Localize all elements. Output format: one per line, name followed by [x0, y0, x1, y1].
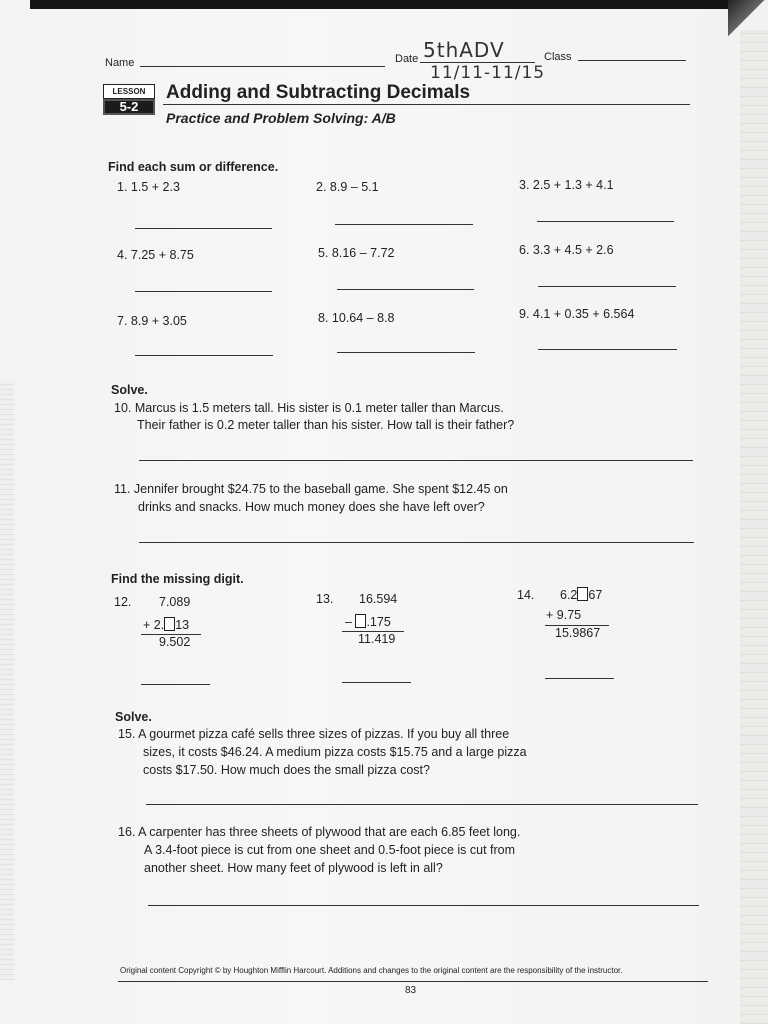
answer-line-13[interactable]: [342, 682, 411, 683]
problem-expression: 3.3 + 4.5 + 2.6: [532, 243, 614, 257]
answer-line-16[interactable]: [148, 905, 699, 906]
lesson-badge-label: LESSON: [103, 84, 155, 99]
problem-11-line-1: 11. Jennifer brought $24.75 to the baseball game. She spent $12.45 on: [114, 482, 508, 496]
lesson-badge-number: 5-2: [103, 99, 155, 115]
answer-line-4[interactable]: [135, 291, 272, 292]
problem-7: [117, 314, 187, 328]
problem-expression: 2.5 + 1.3 + 4.1: [532, 178, 614, 192]
answer-line-14[interactable]: [545, 678, 614, 679]
problem-16-line-2: A 3.4-foot piece is cut from one sheet and 0.5-foot piece is cut from: [144, 843, 516, 857]
problem-14-result: 15.9867: [555, 626, 601, 640]
problem-number: 3.: [519, 178, 530, 192]
footer-rule: [118, 981, 708, 982]
class-field[interactable]: [578, 60, 686, 61]
answer-line-6[interactable]: [538, 286, 676, 287]
section-heading-find-sum: Find each sum or difference.: [108, 160, 279, 174]
answer-line-11[interactable]: [139, 542, 694, 543]
problem-expression: 8.9 – 5.1: [329, 180, 379, 194]
problem-12-result: 9.502: [159, 635, 191, 649]
problem-14-top: [560, 587, 602, 602]
problem-4: [117, 248, 194, 262]
digits: 9.75: [556, 608, 582, 622]
section-heading-solve-1: Solve.: [111, 383, 148, 397]
problem-12-top: 7.089: [159, 595, 191, 609]
answer-line-15[interactable]: [146, 804, 698, 805]
date-handwritten-1: 5thADV: [423, 38, 505, 62]
operator: +: [143, 618, 151, 632]
problem-3: [519, 178, 614, 192]
digits: 2.: [153, 618, 165, 632]
problem-number: 4.: [117, 248, 128, 262]
answer-line-7[interactable]: [135, 355, 273, 356]
problem-expression: 7.25 + 8.75: [130, 248, 194, 262]
problem-9: [519, 307, 634, 321]
problem-10-line-1: 10. Marcus is 1.5 meters tall. His sister is 0.1 meter taller than Marcus.: [114, 401, 504, 415]
scan-right-edge: [740, 30, 768, 1024]
name-label: Name: [105, 57, 135, 69]
copyright-notice: Original content Copyright © by Houghton Mifflin Harcourt. Additions and changes to the original content are the responsibility of the instructor.: [120, 966, 623, 975]
problem-number: 6.: [519, 243, 530, 257]
problem-16-line-1: 16. A carpenter has three sheets of plywood that are each 6.85 feet long.: [118, 825, 521, 839]
digits: .175: [366, 615, 391, 629]
problem-10-line-2: Their father is 0.2 meter taller than his sister. How tall is their father?: [137, 418, 515, 432]
problem-2: [316, 180, 379, 194]
answer-line-9[interactable]: [538, 349, 677, 350]
problem-1: [117, 180, 180, 194]
digits: 6.2: [560, 588, 578, 602]
digits: 13: [175, 618, 190, 632]
problem-expression: 1.5 + 2.3: [130, 180, 180, 194]
answer-line-5[interactable]: [337, 289, 474, 290]
scan-left-edge: [0, 380, 14, 980]
answer-line-10[interactable]: [139, 460, 693, 461]
missing-digit-box[interactable]: [164, 617, 175, 631]
problem-14-number: 14.: [517, 588, 535, 602]
class-label: Class: [544, 51, 572, 63]
operator: –: [345, 615, 352, 629]
problem-expression: 8.9 + 3.05: [130, 314, 187, 328]
lesson-subtitle: Practice and Problem Solving: A/B: [166, 110, 396, 126]
name-field[interactable]: [140, 66, 385, 67]
problem-13-result: 11.419: [358, 632, 396, 646]
problem-15-line-3: costs $17.50. How much does the small pizza cost?: [143, 763, 430, 777]
section-heading-solve-2: Solve.: [115, 710, 152, 724]
problem-expression: 10.64 – 8.8: [331, 311, 395, 325]
operator: +: [546, 608, 554, 622]
problem-8: [318, 311, 394, 325]
problem-13-bottom: [345, 614, 391, 629]
date-label: Date: [395, 53, 419, 65]
answer-line-3[interactable]: [537, 221, 674, 222]
problem-number: 5.: [318, 246, 329, 260]
date-handwritten-2: 11/11-11/15: [430, 63, 546, 83]
answer-line-2[interactable]: [335, 224, 473, 225]
problem-6: [519, 243, 614, 257]
problem-number: 1.: [117, 180, 128, 194]
answer-line-8[interactable]: [337, 352, 475, 353]
problem-13-number: 13.: [316, 592, 334, 606]
lesson-title: Adding and Subtracting Decimals: [166, 82, 471, 103]
problem-number: 7.: [117, 314, 128, 328]
problem-number: 8.: [318, 311, 329, 325]
problem-14-bottom: [546, 608, 581, 622]
problem-13-top: 16.594: [359, 592, 398, 606]
lesson-badge: [103, 84, 155, 115]
problem-15-line-1: 15. A gourmet pizza café sells three sizes of pizzas. If you buy all three: [118, 727, 510, 741]
missing-digit-box[interactable]: [577, 587, 588, 601]
problem-15-line-2: sizes, it costs $46.24. A medium pizza costs $15.75 and a large pizza: [143, 745, 527, 759]
problem-16-line-3: another sheet. How many feet of plywood is left in all?: [144, 861, 443, 875]
title-rule: [163, 104, 690, 105]
page-number: 83: [405, 985, 417, 996]
problem-5: [318, 246, 394, 260]
digits: 67: [588, 588, 603, 602]
problem-number: 9.: [519, 307, 530, 321]
problem-expression: 8.16 – 7.72: [331, 246, 395, 260]
section-heading-missing-digit: Find the missing digit.: [111, 572, 244, 586]
problem-12-number: 12.: [114, 595, 132, 609]
missing-digit-box[interactable]: [355, 614, 366, 628]
problem-expression: 4.1 + 0.35 + 6.564: [532, 307, 635, 321]
answer-line-12[interactable]: [141, 684, 210, 685]
answer-line-1[interactable]: [135, 228, 272, 229]
problem-11-line-2: drinks and snacks. How much money does she have left over?: [138, 500, 485, 514]
scan-top-bar: [30, 0, 745, 9]
problem-12-bottom: [143, 617, 189, 632]
problem-number: 2.: [316, 180, 327, 194]
